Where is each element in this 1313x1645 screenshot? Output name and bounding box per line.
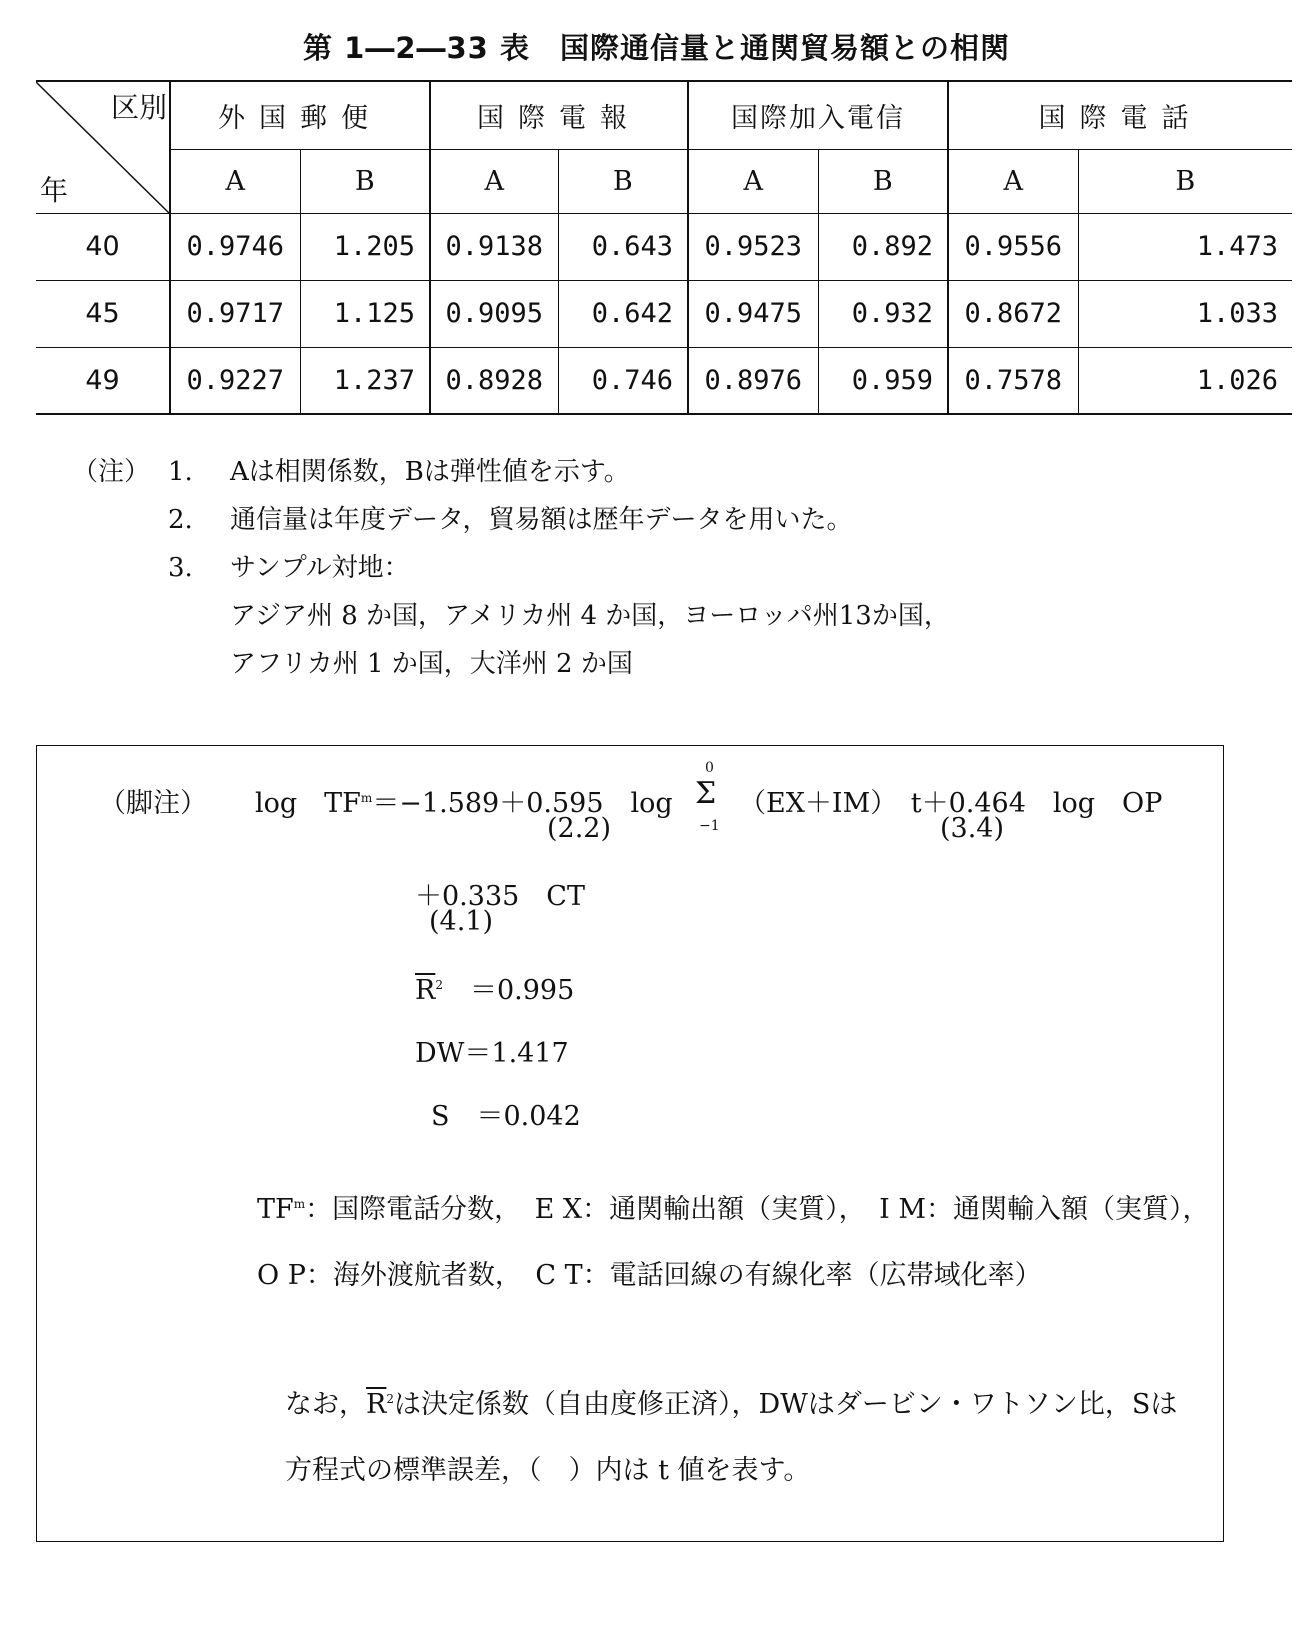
value-cell: 0.8672 (948, 280, 1078, 347)
table-row (36, 213, 1292, 280)
value-cell: 1.473 (1078, 213, 1292, 280)
value-cell: 0.642 (558, 280, 688, 347)
notes-label: （注） (72, 457, 151, 487)
table-row (36, 347, 1292, 414)
year-cell: 40 (85, 231, 120, 262)
correlation-table (36, 80, 1292, 415)
standard-error: S ＝0.042 (431, 1101, 581, 1132)
t-value: (4.1) (429, 906, 494, 937)
page-title: 第 1―2―33 表 国際通信量と通関貿易額との相関 (303, 31, 1010, 65)
value-cell: 0.643 (558, 213, 688, 280)
t-value: (3.4) (940, 813, 1005, 844)
variable-definitions: $TF^m$：国際電話分数， E X：通関輸出額（実質）， I M：通関輸入額（実質）， O P：海外渡航者数， C T：電話回線の有線化率（広帯域化率） (257, 1194, 1224, 1291)
note-item (72, 496, 950, 544)
notes-section (72, 448, 950, 688)
t-value: (2.2) (547, 813, 612, 844)
subheader-a: A (170, 149, 300, 213)
value-cell: 0.9523 (688, 213, 818, 280)
value-cell: 0.9556 (948, 213, 1078, 280)
equation-line-2: ＋0.335 CT (415, 881, 585, 912)
footnote-label: （脚注） (99, 788, 207, 819)
subheader-b: B (1078, 149, 1292, 213)
sum-lower-limit: −1 (699, 818, 720, 834)
subheader-b: B (818, 149, 948, 213)
sigma-symbol: Σ (695, 776, 717, 811)
subheader-a: A (430, 149, 558, 213)
value-cell: 0.9475 (688, 280, 818, 347)
corner-label-year: 年 (40, 173, 69, 207)
value-cell: 0.9746 (170, 213, 300, 280)
sum-upper-limit: 0 (705, 760, 714, 776)
value-cell: 0.8928 (430, 347, 558, 414)
note-text: サンプル対地： (230, 553, 410, 583)
group-header-telegram: 国際電報 (430, 81, 688, 149)
table-row (36, 280, 1292, 347)
note-text: アジア州 8 か国，アメリカ州 4 か国，ヨーロッパ州13か国， (230, 601, 950, 631)
subheader-a: A (948, 149, 1078, 213)
value-cell: 0.7578 (948, 347, 1078, 414)
subheader-b: B (558, 149, 688, 213)
corner-label-category: 区別 (110, 91, 167, 124)
statistics-note: なお，$\overline{R}^2$は決定係数（自由度修正済），DWはダービン・ワトソン比，Sは方程式の標準誤差，（ ）内は t 値を表す。 (285, 1389, 1178, 1486)
durbin-watson: DW＝1.417 (415, 1038, 569, 1069)
note-number: 2. (168, 505, 193, 535)
footnote-box (36, 745, 1224, 1542)
equation-line-1: log $TF^m=-1.589+0.595$ log (255, 788, 673, 819)
value-cell: 1.205 (300, 213, 430, 280)
value-cell: 0.9227 (170, 347, 300, 414)
value-cell: 0.9717 (170, 280, 300, 347)
value-cell: 0.8976 (688, 347, 818, 414)
value-cell: 1.237 (300, 347, 430, 414)
value-cell: 1.125 (300, 280, 430, 347)
equation-line-1-cont: （EX＋IM） t＋0.464 log OP (739, 788, 1163, 819)
note-text: Aは相関係数，Bは弾性値を示す。 (230, 457, 630, 487)
note-item (72, 544, 950, 592)
note-number: 3. (168, 553, 193, 583)
group-header-telephone: 国際電話 (948, 81, 1292, 149)
note-text: 通信量は年度データ，貿易額は歴年データを用いた。 (230, 505, 853, 535)
value-cell: 0.892 (818, 213, 948, 280)
subheader-a: A (688, 149, 818, 213)
note-text: アフリカ州 1 か国，大洋州 2 か国 (230, 649, 633, 679)
superscript: m (360, 791, 373, 805)
value-cell: 1.033 (1078, 280, 1292, 347)
note-number: 1. (168, 457, 193, 487)
group-header-mail: 外国郵便 (170, 81, 430, 149)
table-corner (36, 81, 170, 213)
value-cell: 0.746 (558, 347, 688, 414)
r-squared: $\overline{R}^2$ ＝0.995 (415, 975, 575, 1006)
year-cell: 45 (85, 298, 120, 329)
year-cell: 49 (85, 364, 120, 396)
subheader-b: B (300, 149, 430, 213)
value-cell: 0.9138 (430, 213, 558, 280)
value-cell: 0.9095 (430, 280, 558, 347)
value-cell: 0.932 (818, 280, 948, 347)
note-item (72, 448, 950, 496)
value-cell: 0.959 (818, 347, 948, 414)
group-header-telex: 国際加入電信 (688, 81, 948, 149)
value-cell: 1.026 (1078, 347, 1292, 414)
